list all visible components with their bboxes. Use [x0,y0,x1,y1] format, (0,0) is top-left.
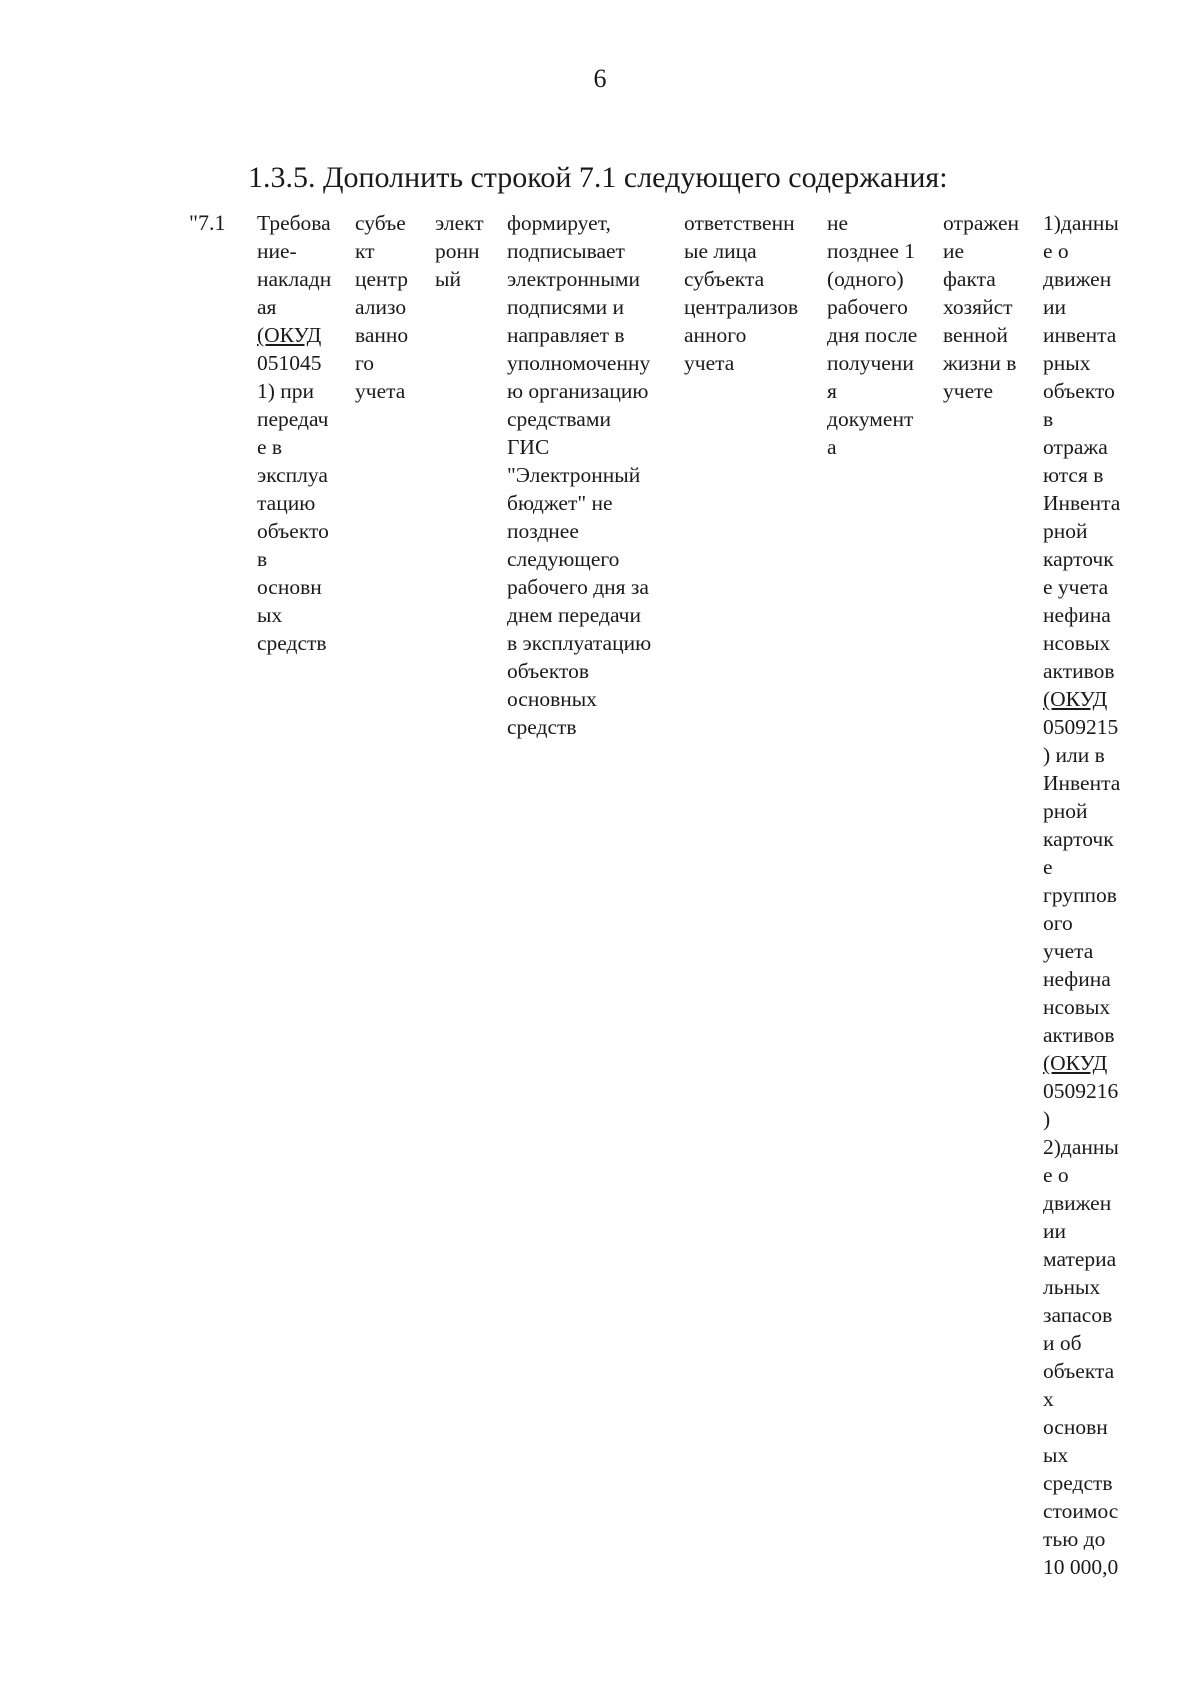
cell-line: средствами [507,407,611,431]
cell-line: жизни в [943,351,1017,375]
cell-line: ии [1043,295,1067,319]
cell-line: средств [507,715,577,739]
cell-line: 0509216 [1043,1079,1119,1103]
cell-form [435,209,484,293]
cell-line: ализо [355,295,407,319]
cell-line: основных [507,687,597,711]
cell-line: 10 000,0 [1043,1555,1119,1579]
cell-line: активов [1043,659,1115,683]
cell-line: подписывает [507,239,625,263]
cell-line: е в [257,435,283,459]
cell-line: эксплуа [257,463,328,487]
cell-line: основн [1043,1415,1108,1439]
cell-document-name [257,209,331,657]
cell-line: в эксплуатацию [507,631,652,655]
cell-line: учета [355,379,406,403]
cell-line: централизов [684,295,799,319]
page-number: 6 [593,64,607,93]
cell-line: субъе [355,211,406,235]
cell-line: учете [943,379,994,403]
cell-responsible [684,209,798,377]
row-number: "7.1 [189,210,226,235]
cell-line: е [1043,855,1053,879]
cell-line: позднее 1 [827,239,916,263]
cell-line: е о [1043,1163,1069,1187]
cell-line: нсовых [1043,995,1111,1019]
cell-line: средств [1043,1471,1113,1495]
cell-line: объекто [257,519,329,543]
cell-line: рабочего дня за [507,575,649,599]
cell-line: карточк [1043,547,1114,571]
cell-line: рных [1043,351,1091,375]
cell-line: Требова [257,211,331,235]
cell-line: объекта [1043,1359,1115,1383]
cell-line: тью до [1043,1527,1106,1551]
cell-line: ) или в [1043,743,1105,767]
cell-line: электронными [507,267,640,291]
cell-line: нефина [1043,603,1111,627]
cell-line: нсовых [1043,631,1111,655]
cell-line: направляет в [507,323,625,347]
cell-line: формирует, [507,211,611,235]
cell-line: х [1043,1387,1054,1411]
cell-line: анного [684,323,747,347]
cell-line: е учета [1043,575,1109,599]
cell-deadline [827,209,917,461]
cell-line: рной [1043,799,1088,823]
cell-line: тацию [257,491,316,515]
cell-line: движен [1043,267,1112,291]
okud-reference: (ОКУД [1043,687,1108,711]
cell-line: Инвента [1043,491,1121,515]
cell-line: 1) при [257,379,315,403]
cell-registers [1043,209,1120,1581]
cell-line: субъекта [684,267,765,291]
cell-line: ) [1043,1107,1051,1131]
cell-line: активов [1043,1023,1115,1047]
cell-line: документ [827,407,914,431]
cell-line: ответственн [684,211,795,235]
cell-line: в [257,547,268,571]
cell-line: ие [943,239,965,263]
cell-line: основн [257,575,322,599]
cell-procedure [507,209,651,741]
cell-line: объекто [1043,379,1115,403]
cell-line: рной [1043,519,1088,543]
cell-line: группов [1043,883,1117,907]
cell-line: 2)данны [1043,1135,1119,1159]
cell-line: инвента [1043,323,1117,347]
cell-line: отражен [943,211,1020,235]
cell-line: 051045 [257,351,322,375]
cell-line: ванно [355,323,409,347]
cell-line: элект [435,211,484,235]
cell-line: днем передачи [507,603,641,627]
cell-line: ии [1043,1219,1067,1243]
cell-line: средств [257,631,327,655]
section-heading: 1.3.5. Дополнить строкой 7.1 следующего содержания: [248,161,948,194]
cell-composer [355,209,408,405]
cell-line: не [827,211,849,235]
cell-line: хозяйст [943,295,1013,319]
cell-line: ГИС [507,435,550,459]
cell-line: карточк [1043,827,1114,851]
cell-line: в [1043,407,1054,431]
cell-line: факта [943,267,996,291]
cell-line: го [355,351,375,375]
cell-line: запасов [1043,1303,1113,1327]
cell-line: Инвента [1043,771,1121,795]
cell-line: (одного) [827,267,904,291]
cell-line: ого [1043,911,1073,935]
okud-reference: (ОКУД [257,323,322,347]
cell-line: кт [355,239,375,263]
cell-line: ые лица [684,239,757,263]
cell-purpose [943,209,1019,405]
cell-line: уполномоченну [507,351,651,375]
cell-line: получени [827,351,914,375]
cell-line: учета [684,351,735,375]
cell-line: накладн [257,267,332,291]
okud-reference: (ОКУД [1043,1051,1108,1075]
cell-line: бюджет" не [507,491,613,515]
cell-line: передач [257,407,329,431]
cell-line: ронн [435,239,480,263]
cell-line: ются в [1043,463,1104,487]
cell-line: центр [355,267,408,291]
cell-line: я [827,379,837,403]
cell-line: позднее [507,519,579,543]
cell-line: венной [943,323,1008,347]
cell-line: нефина [1043,967,1111,991]
cell-line: а [827,435,837,459]
cell-line: ый [435,267,461,291]
cell-line: и об [1043,1331,1082,1355]
cell-line: 1)данны [1043,211,1119,235]
cell-line: е о [1043,239,1069,263]
cell-line: объектов [507,659,589,683]
cell-line: льных [1043,1275,1101,1299]
cell-line: движен [1043,1191,1112,1215]
cell-line: ние- [257,239,297,263]
cell-line: учета [1043,939,1094,963]
cell-line: дня после [827,323,918,347]
cell-line: отража [1043,435,1108,459]
cell-line: ых [1043,1443,1069,1467]
cell-line: подписями и [507,295,625,319]
cell-line: материа [1043,1247,1117,1271]
cell-line: ая [257,295,277,319]
cell-line: "Электронный [507,463,641,487]
cell-line: ю организацию [507,379,649,403]
cell-line: следующего [507,547,620,571]
cell-line: стоимос [1043,1499,1119,1523]
cell-line: 0509215 [1043,715,1119,739]
cell-line: рабочего [827,295,908,319]
cell-line: ых [257,603,283,627]
